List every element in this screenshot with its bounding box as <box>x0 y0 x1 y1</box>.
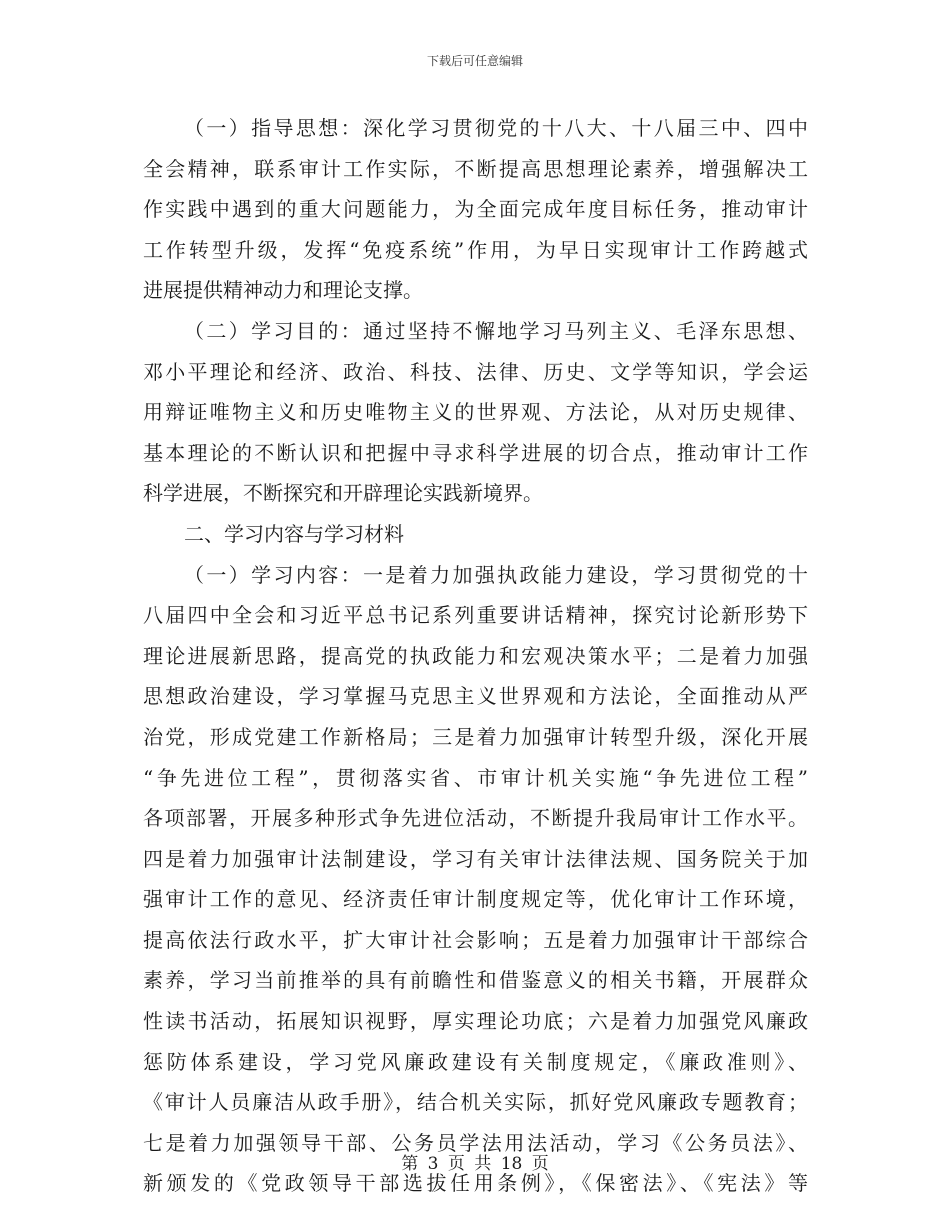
paragraph-3-line-12: 性读书活动，拓展知识视野，厚实理论功底；六是着力加强党风廉政 <box>143 1009 808 1034</box>
paragraph-3-line-9: 强审计工作的意见、经济责任审计制度规定等，优化审计工作环境， <box>143 887 808 912</box>
page-header: 下载后可任意编辑 <box>426 54 523 68</box>
paragraph-2-line-2: 邓小平理论和经济、政治、科技、法律、历史、文学等知识，学会运 <box>143 359 808 384</box>
paragraph-3-line-7: 各项部署，开展多种形式争先进位活动，不断提升我局审计工作水平。 <box>143 806 808 831</box>
section-heading-2: 二、学习内容与学习材料 <box>184 521 404 546</box>
page-footer: 第 3 页 共 18 页 <box>401 1154 549 1174</box>
paragraph-2-line-1: （二）学习目的：通过坚持不懈地学习马列主义、毛泽东思想、 <box>184 318 808 343</box>
paragraph-3-line-15: 七是着力加强领导干部、公务员学法用法活动，学习《公务员法》、 <box>143 1130 808 1155</box>
paragraph-3-line-4: 思想政治建设，学习掌握马克思主义世界观和方法论，全面推动从严 <box>143 684 808 709</box>
document-body <box>143 108 808 1204</box>
paragraph-1-line-3: 作实践中遇到的重大问题能力，为全面完成年度目标任务，推动审计 <box>143 197 808 222</box>
paragraph-3-line-11: 素养，学习当前推举的具有前瞻性和借鉴意义的相关书籍，开展群众 <box>143 968 808 993</box>
paragraph-2-line-4: 基本理论的不断认识和把握中寻求科学进展的切合点，推动审计工作 <box>143 440 808 465</box>
paragraph-1-line-2: 全会精神，联系审计工作实际，不断提高思想理论素养，增强解决工 <box>143 156 808 181</box>
paragraph-1-line-4: 工作转型升级，发挥“免疫系统”作用，为早日实现审计工作跨越式 <box>143 237 808 262</box>
paragraph-3-line-3: 理论进展新思路，提高党的执政能力和宏观决策水平；二是着力加强 <box>143 643 808 668</box>
paragraph-3-line-2: 八届四中全会和习近平总书记系列重要讲话精神，探究讨论新形势下 <box>143 603 808 628</box>
paragraph-3-line-8: 四是着力加强审计法制建设，学习有关审计法律法规、国务院关于加 <box>143 846 808 871</box>
paragraph-3-line-1: （一）学习内容：一是着力加强执政能力建设，学习贯彻党的十 <box>184 562 808 587</box>
paragraph-3-line-16: 新颁发的《党政领导干部选拔任用条例》，《保密法》、《宪法》等 <box>143 1171 808 1196</box>
paragraph-1-line-5: 进展提供精神动力和理论支撑。 <box>143 278 423 303</box>
paragraph-3-line-10: 提高依法行政水平，扩大审计社会影响；五是着力加强审计干部综合 <box>143 927 808 952</box>
paragraph-1-line-1: （一）指导思想：深化学习贯彻党的十八大、十八届三中、四中 <box>184 116 808 140</box>
paragraph-3-line-14: 《审计人员廉洁从政手册》，结合机关实际，抓好党风廉政专题教育； <box>143 1090 808 1115</box>
paragraph-2-line-3: 用辩证唯物主义和历史唯物主义的世界观、方法论，从对历史规律、 <box>143 400 808 425</box>
paragraph-3-line-13: 惩防体系建设，学习党风廉政建设有关制度规定，《廉政准则》、 <box>143 1049 808 1074</box>
paragraph-3-line-5: 治党，形成党建工作新格局；三是着力加强审计转型升级，深化开展 <box>143 724 808 749</box>
paragraph-2-line-5: 科学进展，不断探究和开辟理论实践新境界。 <box>143 481 543 506</box>
paragraph-3-line-6: “争先进位工程”，贯彻落实省、市审计机关实施“争先进位工程” <box>143 765 808 790</box>
